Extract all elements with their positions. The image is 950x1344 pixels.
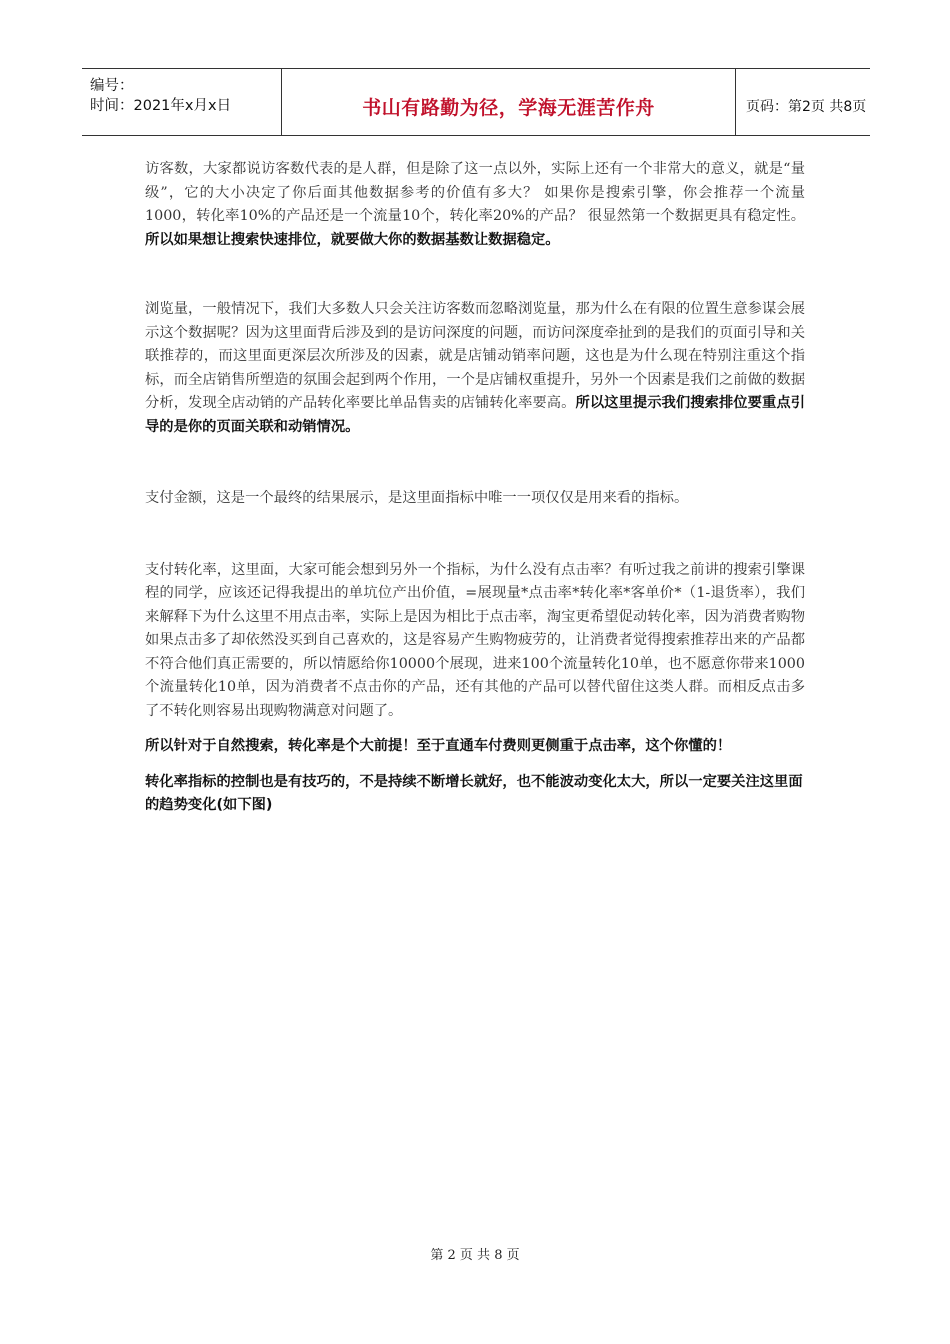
- date-label: 时间：2021年x月x日: [90, 98, 232, 114]
- paragraph-emphasis: 所以如果想让搜索快速排位，就要做大你的数据基数让数据稳定。: [145, 231, 560, 248]
- header-page-info: 页码：第2页 共8页: [746, 99, 867, 115]
- paragraph-pageviews: [145, 298, 805, 439]
- paragraph-payment-amount: [145, 487, 805, 511]
- paragraph-text: 访客数，大家都说访客数代表的是人群，但是除了这一点以外，实际上还有一个非常大的意义，就是“量级”，它的大小决定了你后面其他数据参考的价值有多大？ 如果你是搜索引擎，你会推荐一个流量1000，转化率10%的产品还是一个流量10个，转化率20%的产品？ 很显然第一个数据更具有稳定性。: [145, 161, 805, 224]
- paragraph-text: 浏览量，一般情况下，我们大多数人只会关注访客数而忽略浏览量，那为什么在有限的位置生意参谋会展示这个数据呢？因为这里面背后涉及到的是访问深度的问题，而访问深度牵扯到的是我们的页面引导和关联推荐的，而这里面更深层次所涉及的因素，就是店铺动销率问题，这也是为什么现在特别注重这个指标，而全店销售所塑造的氛围会起到两个作用，一个是店铺权重提升，另外一个因素是我们之前做的数据分析，发现全店动销的产品转化率要比单品售卖的店铺转化率要高。: [145, 301, 805, 411]
- paragraph-text: 支付金额，这是一个最终的结果展示，是这里面指标中唯一一项仅仅是用来看的指标。: [145, 490, 689, 506]
- bold-paragraph-natural-search: 所以针对于自然搜索，转化率是个大前提！至于直通车付费则更侧重于点击率，这个你懂的！: [145, 738, 732, 754]
- paragraph-visitors: [145, 158, 805, 252]
- page-footer: 第 2 页 共 8 页: [430, 1248, 520, 1263]
- document-body: [145, 158, 805, 818]
- header-motto: 书山有路勤为径，学海无涯苦作舟: [282, 69, 736, 135]
- page-header: [82, 68, 870, 136]
- paragraph-emphasis: 所以这里提示我们搜索排位要重点引导的是你的页面关联和动销情况。: [145, 395, 805, 435]
- header-meta: [82, 69, 282, 135]
- bold-paragraph-trend: 转化率指标的控制也是有技巧的，不是持续不断增长就好，也不能波动变化太大，所以一定要关注这里面的趋势变化(如下图): [145, 773, 803, 813]
- paragraph-conversion-rate: [145, 559, 805, 724]
- paragraph-text: 支付转化率，这里面，大家可能会想到另外一个指标，为什么没有点击率？有听过我之前讲的搜索引擎课程的同学，应该还记得我提出的单坑位产出价值，=展现量*点击率*转化率*客单价*（1-退货率），我们来解释下为什么这里不用点击率，实际上是因为相比于点击率，淘宝更希望促动转化率，因为消费者购物如果点击多了却依然没买到自己喜欢的，这是容易产生购物疲劳的，让消费者觉得搜索推荐出来的产品都不符合他们真正需要的，所以情愿给你10000个展现，进来100个流量转化10单，也不愿意你带来1000个流量转化10单，因为消费者不点击你的产品，还有其他的产品可以替代留住这类人群。而相反点击多了不转化则容易出现购物满意对问题了。: [145, 561, 805, 719]
- number-label: 编号：: [90, 78, 134, 94]
